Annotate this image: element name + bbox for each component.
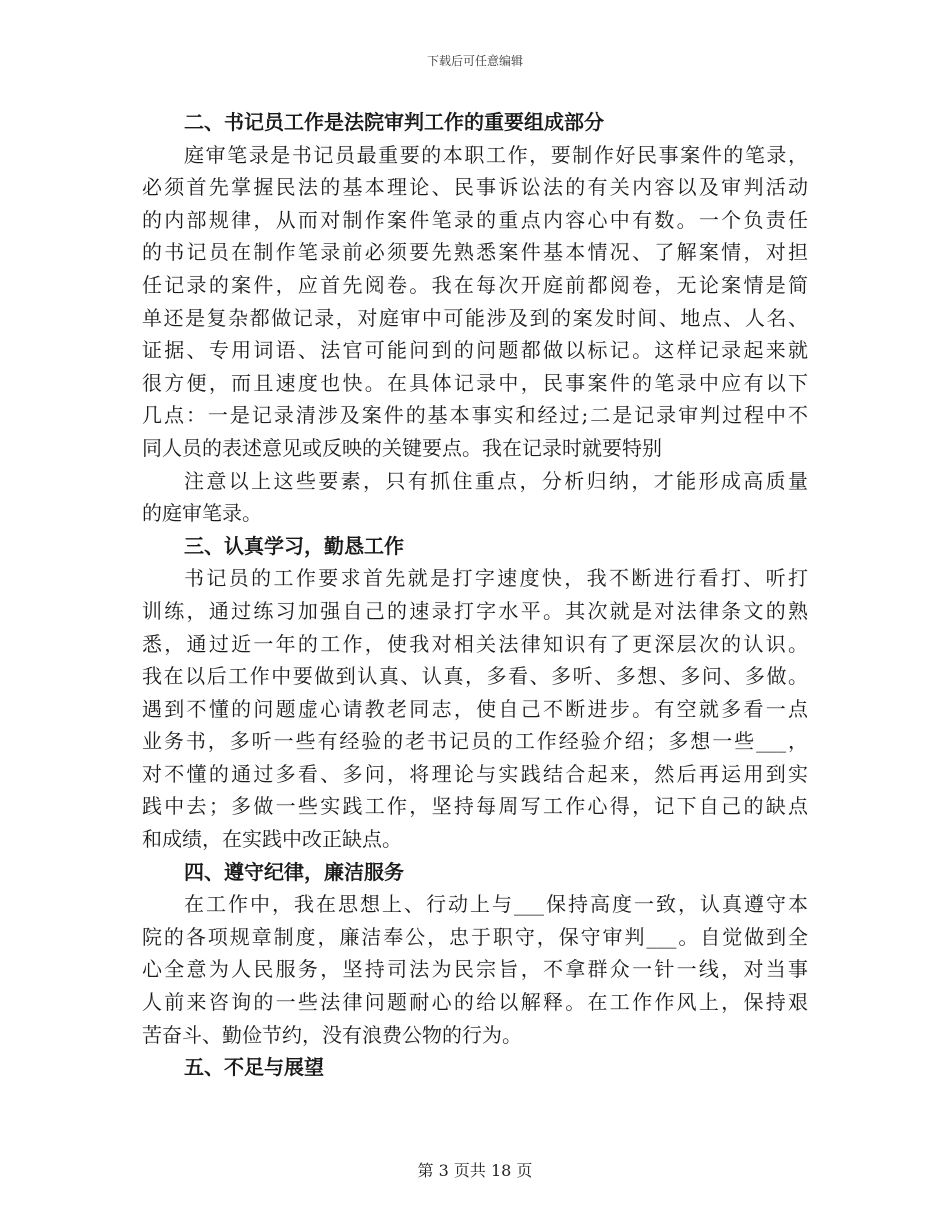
paragraph-line: 很方便，而且速度也快。在具体记录中，民事案件的笔录中应有以下 bbox=[142, 370, 808, 395]
paragraph-line: 苦奋斗、勤俭节约，没有浪费公物的行为。 bbox=[142, 1022, 522, 1047]
paragraph-line: 证据、专用词语、法官可能问到的问题都做以标记。这样记录起来就 bbox=[142, 338, 808, 363]
paragraph-line: 同人员的表述意见或反映的关键要点。我在记录时就要特别 bbox=[142, 435, 662, 460]
paragraph-line: 心全意为人民服务，坚持司法为民宗旨，不拿群众一针一线，对当事 bbox=[142, 957, 808, 982]
paragraph-line: 对不懂的通过多看、多问，将理论与实践结合起来，然后再运用到实 bbox=[142, 761, 808, 786]
section-heading: 三、认真学习，勤恳工作 bbox=[184, 533, 404, 558]
paragraph-line: 的内部规律，从而对制作案件笔录的重点内容心中有数。一个负责任 bbox=[142, 207, 808, 232]
paragraph-line: 书记员的工作要求首先就是打字速度快，我不断进行看打、听打 bbox=[184, 566, 808, 591]
paragraph-line: 院的各项规章制度，廉洁奉公，忠于职守，保守审判___。自觉做到全 bbox=[142, 924, 808, 949]
paragraph-line: 任记录的案件，应首先阅卷。我在每次开庭前都阅卷，无论案情是简 bbox=[142, 272, 808, 297]
page-header: 下载后可任意编辑 bbox=[426, 54, 523, 68]
paragraph-line: 单还是复杂都做记录，对庭审中可能涉及到的案发时间、地点、人名、 bbox=[142, 305, 808, 330]
page-footer: 第 3 页共 18 页 bbox=[417, 1161, 533, 1180]
paragraph-line: 业务书，多听一些有经验的老书记员的工作经验介绍；多想一些___， bbox=[142, 729, 808, 754]
paragraph-line: 的庭审笔录。 bbox=[142, 501, 262, 526]
paragraph-line: 在工作中，我在思想上、行动上与___保持高度一致，认真遵守本 bbox=[184, 892, 808, 917]
paragraph-line: 的书记员在制作笔录前必须要先熟悉案件基本情况、了解案情，对担 bbox=[142, 240, 808, 265]
paragraph-line: 几点：一是记录清涉及案件的基本事实和经过;二是记录审判过程中不 bbox=[142, 403, 808, 428]
paragraph-line: 注意以上这些要素，只有抓住重点，分析归纳，才能形成高质量 bbox=[184, 468, 808, 493]
paragraph-line: 遇到不懂的问题虚心请教老同志，使自己不断进步。有空就多看一点 bbox=[142, 696, 808, 721]
section-heading: 五、不足与展望 bbox=[184, 1055, 324, 1080]
paragraph-line: 践中去；多做一些实践工作，坚持每周写工作心得，记下自己的缺点 bbox=[142, 794, 808, 819]
paragraph-line: 和成绩，在实践中改正缺点。 bbox=[142, 827, 402, 852]
section-heading: 四、遵守纪律，廉洁服务 bbox=[184, 859, 404, 884]
paragraph-line: 我在以后工作中要做到认真、认真，多看、多听、多想、多问、多做。 bbox=[142, 664, 808, 689]
paragraph-line: 人前来咨询的一些法律问题耐心的给以解释。在工作作风上，保持艰 bbox=[142, 990, 808, 1015]
paragraph-line: 必须首先掌握民法的基本理论、民事诉讼法的有关内容以及审判活动 bbox=[142, 175, 808, 200]
paragraph-line: 庭审笔录是书记员最重要的本职工作，要制作好民事案件的笔录， bbox=[184, 142, 808, 167]
paragraph-line: 悉，通过近一年的工作，使我对相关法律知识有了更深层次的认识。 bbox=[142, 631, 808, 656]
paragraph-line: 训练，通过练习加强自己的速录打字水平。其次就是对法律条文的熟 bbox=[142, 598, 808, 623]
section-heading: 二、书记员工作是法院审判工作的重要组成部分 bbox=[184, 110, 604, 134]
document-body bbox=[142, 106, 808, 1084]
